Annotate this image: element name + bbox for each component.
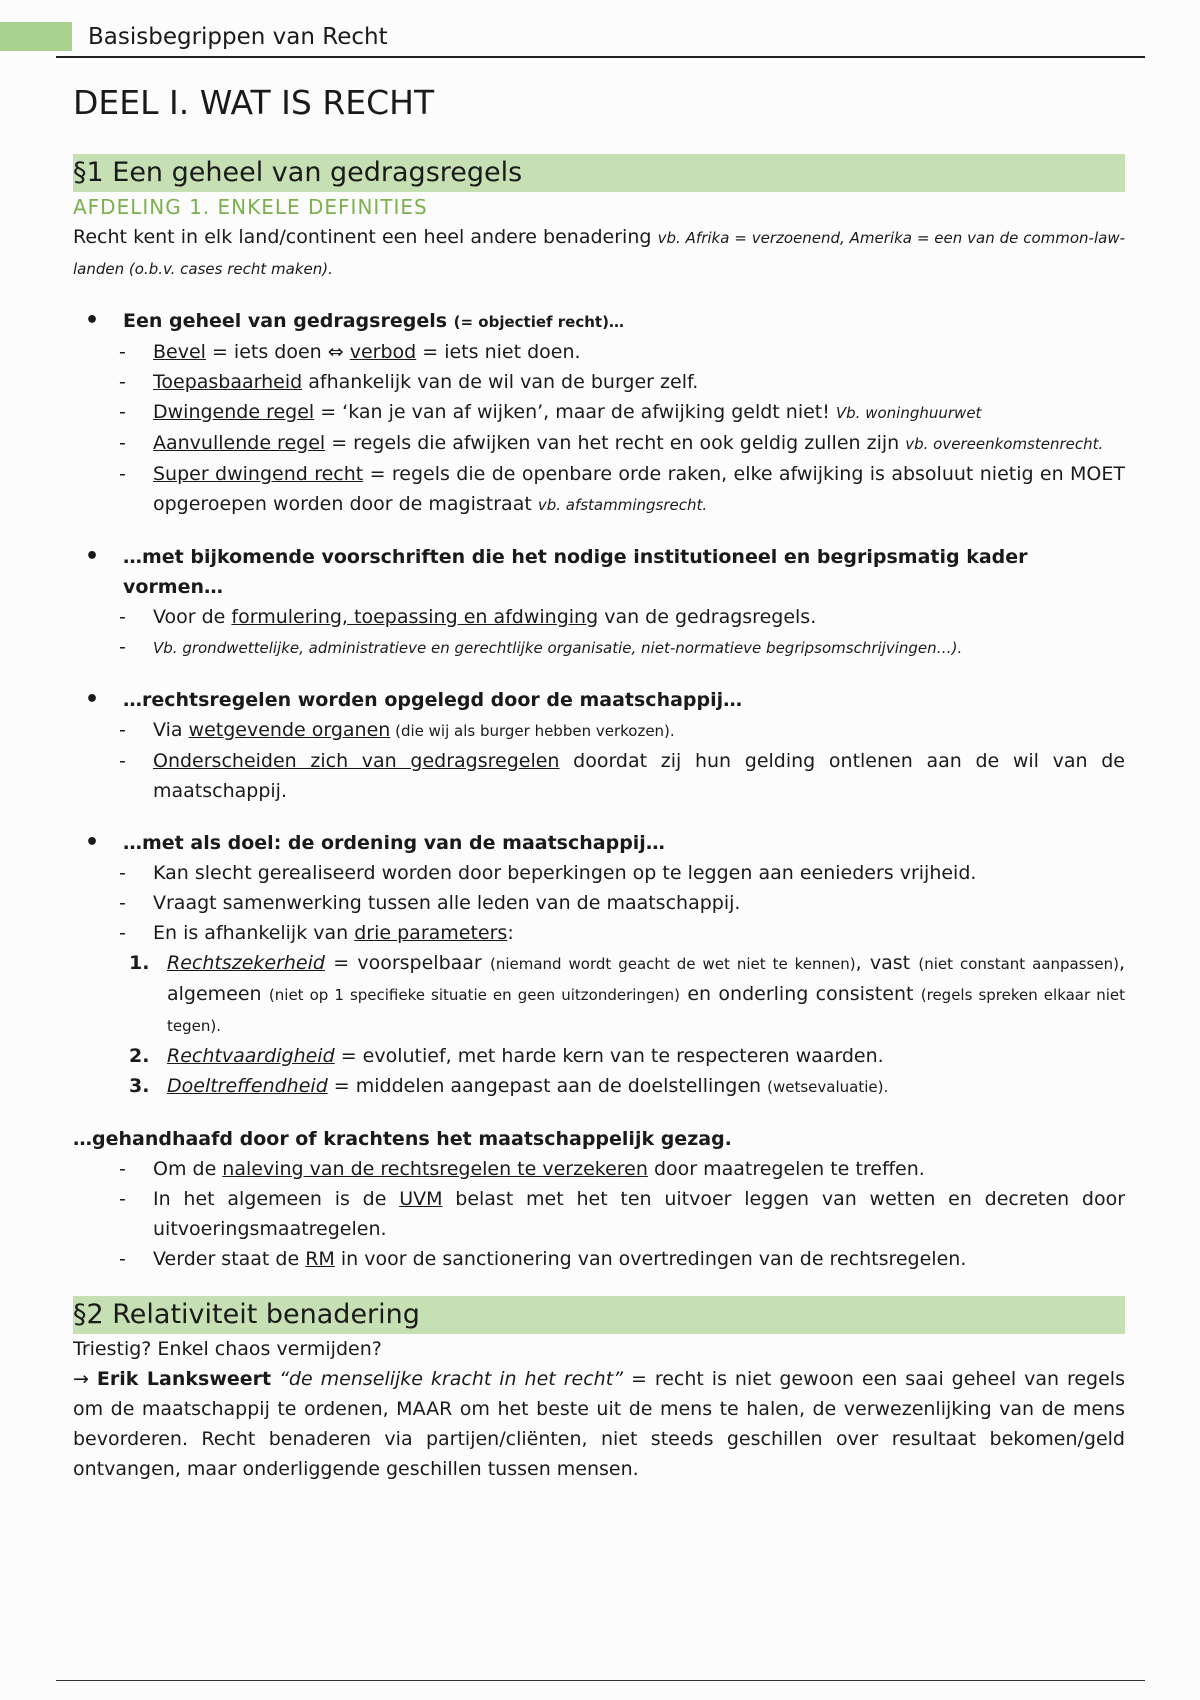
bullet-block-2 (73, 542, 1125, 663)
numbered-item: 2. Rechtvaardigheid = evolutief, met harde kern van te respecteren waarden. (129, 1045, 884, 1067)
numbered-item: 1. Rechtszekerheid = voorspelbaar (niemand wordt geacht de wet niet te kennen), vast (niet constant aanpassen), algemeen (niet op 1 specifieke situatie en geen uitzonderingen) en onderling consistent (regels spreken elkaar niet tegen). (129, 952, 1126, 1035)
bullet-block-1 (73, 306, 1125, 520)
bullet-item: • …rechtsregelen worden opgelegd door de maatschappij… (73, 685, 1125, 715)
numbered-item: 3. Doeltreffendheid = middelen aangepast aan de doelstellingen (wetsevaluatie). (129, 1075, 889, 1097)
header-accent-bar (0, 22, 72, 51)
dash-item: - Vraagt samenwerking tussen alle leden van de maatschappij. (73, 888, 1125, 918)
bullet-block-4 (73, 828, 1125, 1102)
enforcement-heading: …gehandhaafd door of krachtens het maatschappelijk gezag. (73, 1128, 732, 1150)
section-2-question: Triestig? Enkel chaos vermijden? (73, 1338, 382, 1360)
bullet-block-3 (73, 685, 1125, 806)
header-title: Basisbegrippen van Recht (88, 24, 388, 50)
dash-item: - Onderscheiden zich van gedragsregelen doordat zij hun gelding ontlenen aan de wil van de maatschappij. (73, 746, 1125, 806)
dash-item: - Voor de formulering, toepassing en afdwinging van de gedragsregels. (73, 602, 1125, 632)
part-title: DEEL I. WAT IS RECHT (73, 83, 435, 122)
section-1-heading: §1 Een geheel van gedragsregels (73, 154, 1125, 192)
bullet-item: • Een geheel van gedragsregels (= objectief recht)… (73, 306, 1125, 337)
footer-rule (56, 1680, 1145, 1681)
dash-item: - Verder staat de RM in voor de sanctionering van overtredingen van de rechtsregelen. (73, 1244, 1125, 1274)
dash-item: - Bevel = iets doen ⇔ verbod = iets niet doen. (73, 337, 1125, 367)
dash-item: - Aanvullende regel = regels die afwijken van het recht en ook geldig zullen zijn vb. overeenkomstenrecht. (73, 428, 1125, 459)
header-rule (56, 56, 1145, 58)
dash-item: - Kan slecht gerealiseerd worden door beperkingen op te leggen aan eenieders vrijheid. (73, 858, 1125, 888)
dash-item: - In het algemeen is de UVM belast met het ten uitvoer leggen van wetten en decreten door uitvoeringsmaatregelen. (73, 1184, 1125, 1244)
dash-item: - Vb. grondwettelijke, administratieve en gerechtlijke organisatie, niet-normatieve begripsomschrijvingen…). (73, 632, 1125, 663)
dash-item: - Super dwingend recht = regels die de openbare orde raken, elke afwijking is absoluut nietig en MOET opgeroepen worden door de magistraat vb. afstammingsrecht. (73, 459, 1125, 520)
dash-item: - Dwingende regel = ‘kan je van af wijken’, maar de afwijking geldt niet! Vb. woninghuurwet (73, 397, 1125, 428)
dash-item: - Om de naleving van de rechtsregelen te verzekeren door maatregelen te treffen. (73, 1154, 1125, 1184)
dash-item: - Via wetgevende organen (die wij als burger hebben verkozen). (73, 715, 1125, 746)
enforcement-block (73, 1124, 1125, 1274)
afdeling-heading: AFDELING 1. ENKELE DEFINITIES (73, 195, 428, 219)
section-2-heading: §2 Relativiteit benadering (73, 1296, 1125, 1334)
dash-item: - En is afhankelijk van drie parameters: (73, 918, 1125, 948)
bullet-item: • …met bijkomende voorschriften die het nodige institutioneel en begripsmatig kader vormen… (73, 542, 1125, 602)
dash-item: - Toepasbaarheid afhankelijk van de wil van de burger zelf. (73, 367, 1125, 397)
intro-paragraph: Recht kent in elk land/continent een heel andere benadering vb. Afrika = verzoenend, Amerika = een van de common-law-landen (o.b.v. cases recht maken). (73, 226, 1125, 278)
document-page (73, 70, 1125, 1484)
bullet-item: • …met als doel: de ordening van de maatschappij… (73, 828, 1125, 858)
section-2-body: → Erik Lanksweert “de menselijke kracht in het recht” = recht is niet gewoon een saai geheel van regels om de maatschappij te ordenen, MAAR om het beste uit de mens te halen, de verwezenlijking van de mens bevorderen. Recht benaderen via partijen/cliënten, niet steeds geschillen over resultaat bekomen/geld ontvangen, maar onderliggende geschillen tussen mensen. (73, 1368, 1125, 1480)
